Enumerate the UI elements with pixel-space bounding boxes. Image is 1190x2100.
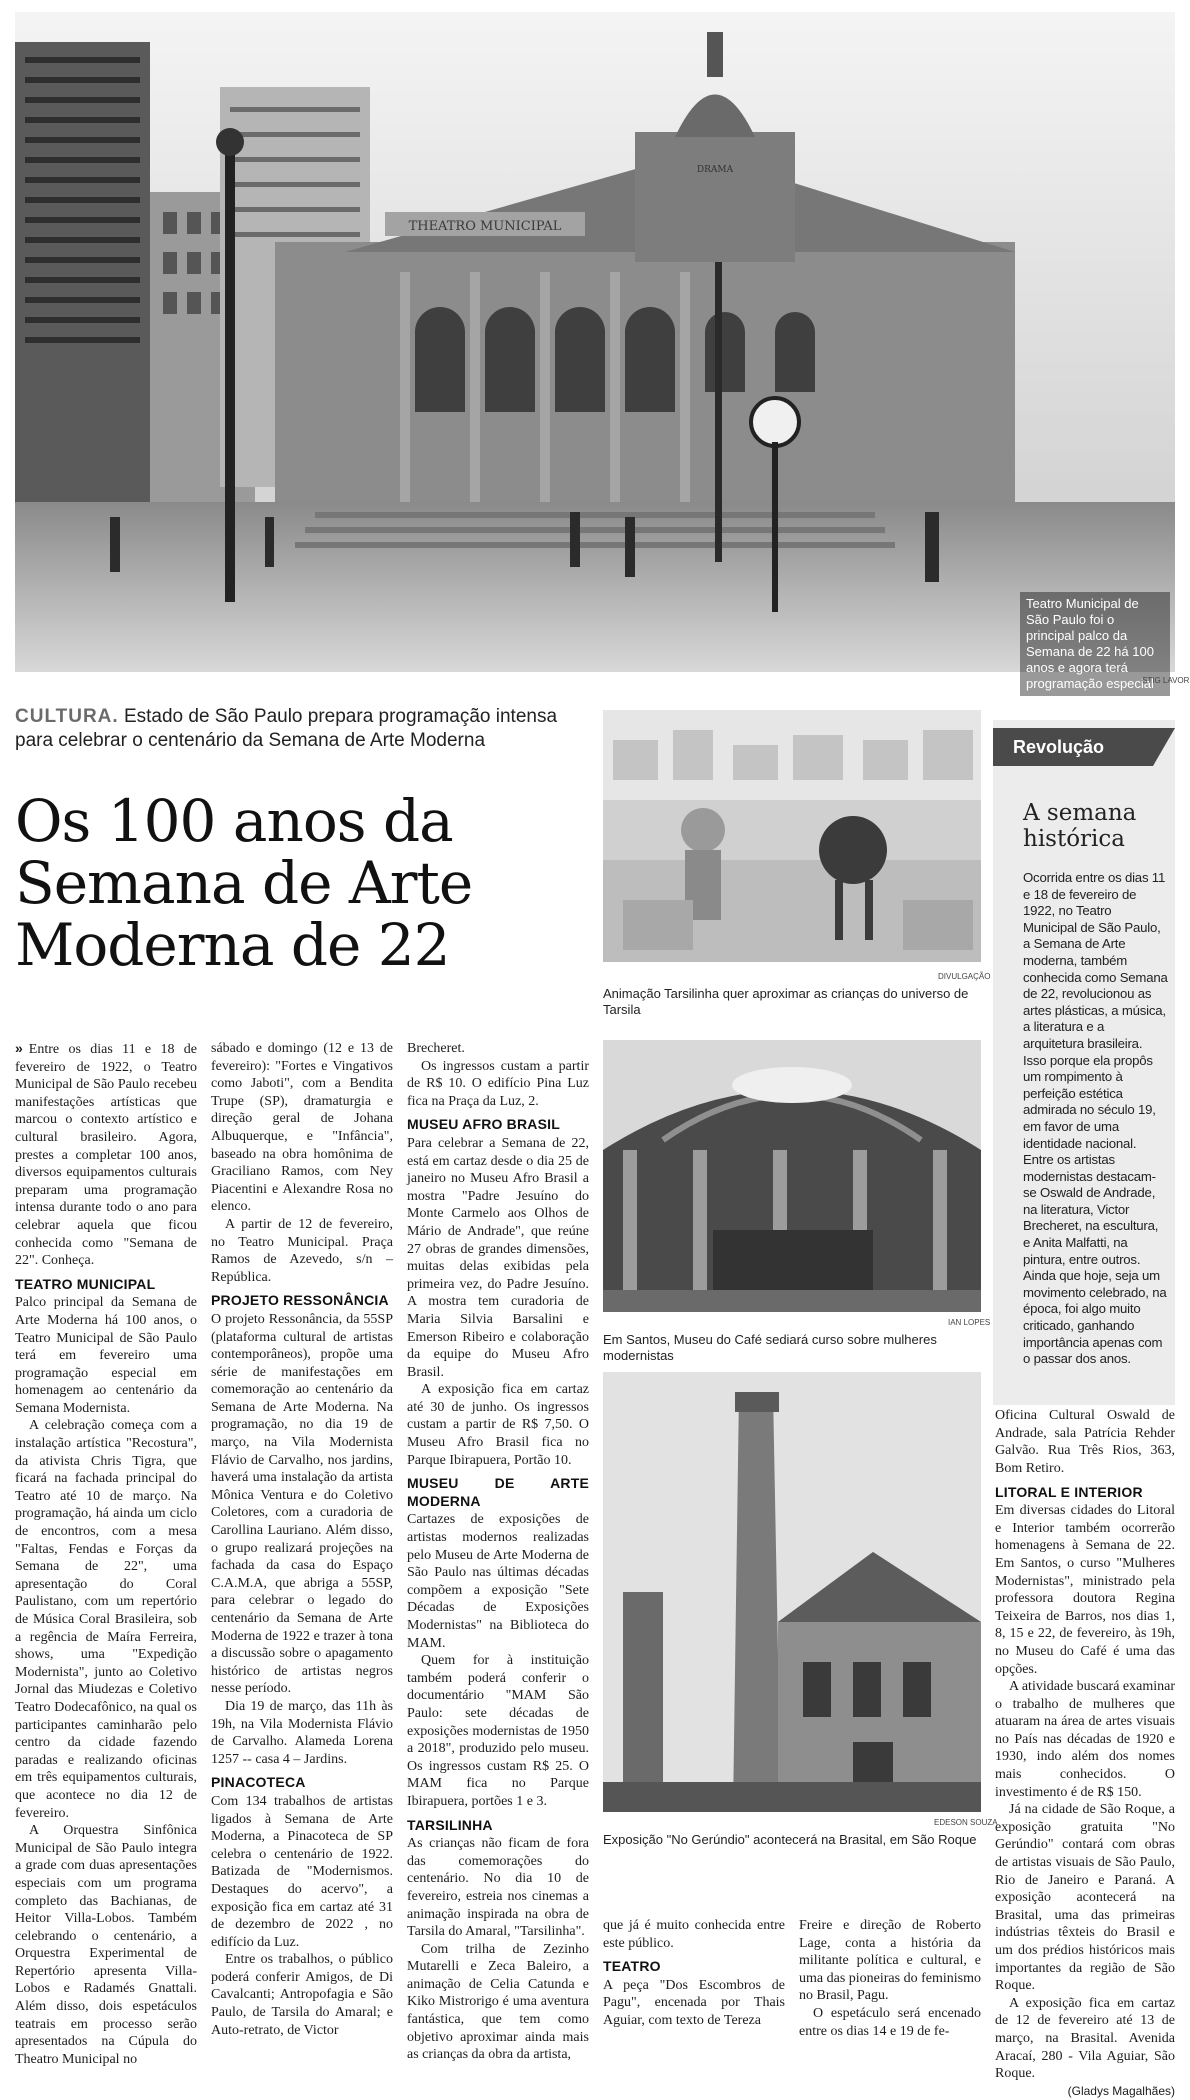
brasital-caption: Exposição "No Gerúndio" acontecerá na Brasital, em São Roque: [603, 1832, 977, 1847]
sidebar-paragraph: Entre os artistas modernistas destacam-se Oswald de Andrade, na literatura, Victor Brecheret, na escultura, e Anita Malfatti, na pintura, entre outros. Ainda que hoje, seja um movimento celebrado, na época, foi algo muito criticado, ganhando importância apenas com o passar dos anos.: [1023, 1152, 1167, 1367]
article-column-5: [799, 1917, 981, 2040]
article-paragraph: Entre os trabalhos, o público poderá conferir Amigos, de Di Cavalcanti; Antropofagia e São Paulo, de Tarsila do Amaral; e Auto-retrato, de Victor: [211, 1952, 393, 2038]
tarsilinha-caption: Animação Tarsilinha quer aproximar as crianças do universo de Tarsila: [603, 986, 969, 1017]
lead-text: Entre os dias 11 e 18 de fevereiro de 1922, o Teatro Municipal de São Paulo recebeu manifestações artísticas que marcou o contexto artístico e cultural brasileiro. Agora, prestes a completar 100 anos, diversos equipamentos culturais preparam uma programação intensa durante todo o ano para celebrar aquela que ficou conhecida como "Semana de 22". Conheça.: [15, 1042, 197, 1269]
article-subheading: PROJETO RESSONÂNCIA: [211, 1292, 389, 1309]
sidebar-paragraph: Ocorrida entre os dias 11 e 18 de fevereiro de 1922, no Teatro Municipal de São Paulo, a Semana de Arte moderna, também conhecida como Semana de 22, revolucionou as artes plásticas, a música, a literatura e a arquitetura brasileira. Isso porque ela propôs um rompimento à perfeição estética admirada no século 19, em favor de uma identidade nacional.: [1023, 870, 1168, 1151]
article-paragraph: [15, 1040, 197, 1270]
article-subheading: LITORAL E INTERIOR: [995, 1483, 1143, 1500]
sidebar-title: A semana histórica: [1023, 800, 1137, 852]
article-paragraph: Brecheret.: [407, 1041, 465, 1056]
tarsilinha-photo: [603, 710, 981, 962]
article-column-4: [603, 1917, 785, 2030]
article-paragraph: A Orquestra Sinfônica Municipal de São Paulo integra a grade com duas apresentações especiais com um programa completo das Bachianas, de Heitor Villa-Lobos. Também celebrando o centenário, a Orquestra Experimental de Repertório apresenta Villa-Lobos e Radamés Gnattali. Além disso, dois espetáculos teatrais em processo serão apresentados na Cúpula do Theatro Municipal no: [15, 1823, 197, 2067]
theatro-municipal-illustration: [15, 12, 1175, 672]
article-subheading: TEATRO: [603, 1958, 661, 1975]
article-paragraph: A exposição fica em cartaz até 30 de junho. Os ingressos custam a partir de R$ 7,50. O Museu Afro Brasil fica no Parque Ibirapuera, Portão 10.: [407, 1382, 589, 1468]
article-paragraph: Freire e direção de Roberto Lage, conta a história da militante política e cultural, e uma das pioneiras do feminismo no Brasil, Pagu.: [799, 1918, 981, 2004]
article-paragraph: A peça "Dos Escombros de Pagu", encenada por Thais Aguiar, com texto de Tereza: [603, 1977, 785, 2028]
tarsilinha-illustration: [603, 710, 981, 962]
sidebar-tag: Revolução: [993, 728, 1153, 766]
article-paragraph: sábado e domingo (12 e 13 de fevereiro): "Fortes e Vingativos como Jaboti", com a Benditа Trupe (SP), dramaturgia e direção geral de Johana Albuquerque, e "Infância", baseado na obra homônima de Graciliano Ramos, com Ney Piacentini e Alexandre Rosa no elenco.: [211, 1041, 393, 1215]
article-column-1: [15, 1040, 197, 2068]
sidebar-text: [1023, 870, 1168, 1368]
article-subheading: TARSILINHA: [407, 1816, 493, 1833]
article-column-2: [211, 1040, 393, 2039]
article-paragraph: O projeto Ressonância, da 55SP (plataforma cultural de artistas contemporâneos), propõe uma série de manifestações em comemoração ao centenário da Semana de Arte Moderna. Na programação, no dia 19 de março, na Vila Modernista Flávio de Carvalho, nos jardins, haverá uma instalação da artista Mônica Ventura e do Coletivo Coletores, com a curadoria de Carollina Lauriano. Além disso, o grupo realizará projeções na fachada da casa do Espaço C.A.M.A, que abriga a 55SP, para celebrar o legado do centenário da Semana de Arte Moderna de 1922 e trazer à tona a discussão sobre o apagamento histórico de artistas negros nesse período.: [211, 1311, 393, 1697]
kicker-text: Estado de São Paulo prepara programação intensa para celebrar o centenário da Semana de Arte Moderna: [15, 706, 558, 751]
section-label: CULTURA.: [15, 706, 119, 727]
article-subheading: TEATRO MUNICIPAL: [15, 1275, 156, 1292]
article-paragraph: O espetáculo será encenado entre os dias 14 e 19 de fe-: [799, 2005, 981, 2039]
brasital-credit: EDESON SOUZA: [934, 1818, 998, 1827]
article-paragraph: A celebração começa com a instalação artística "Recostura", da ativista Chris Tigra, que ficará na fachada principal do Teatro até 10 de março. Na programação, há ainda um ciclo de encontros, com a mesa "Faltas, Fendas e Forças da Semana de 22", uma apresentação do Coral Paulistano, com um repertório de Música Coral Brasileira, sob a regência de Maíra Ferreira, shows, uma "Expedição Modernista", junto ao Coletivo Jornal das Miudezas e Coletivo Teatro Dodecafônico, na qual os participantes caminharão pelo centro da cidade fazendo paradas e realizando oficinas em três equipamentos culturais, que acontece no dia 12 de fevereiro.: [15, 1418, 197, 1821]
article-paragraph: Em diversas cidades do Litoral e Interior também ocorrerão homenagens à Semana de 22. Em Santos, o curso "Mulheres Modernistas", ministrado pela professora doutora Regina Teixeira de Barros, nos dias 1, 8, 15 e 22, de fevereiro, às 19h, no Museu do Café é uma das opções.: [995, 1503, 1175, 1677]
article-paragraph: Oficina Cultural Oswald de Andrade, sala Patrícia Rehder Galvão. Rua Três Rios, 363, Bom Retiro.: [995, 1408, 1175, 1476]
article-subheading: MUSEU DE ARTE MODERNA: [407, 1475, 589, 1509]
article-paragraph: Já na cidade de São Roque, a exposição gratuita "No Gerúndio" contará com obras de artistas visuais de São Paulo, Rio de Janeiro e Paraná. A exposição acontecerá na Brasital, uma das primeiras indústrias têxteis do Brasil e um dos prédios históricos mais importantes da região de São Roque.: [995, 1802, 1175, 1994]
article-paragraph: A atividade buscará examinar o trabalho de mulheres que atuaram na área de artes visuais no País nas décadas de 1920 e 1930, indo além dos nomes mais conhecidos. O investimento é de R$ 150.: [995, 1679, 1175, 1800]
article-paragraph: Quem for à instituição também poderá conferir o documentário "MAM São Paulo: sete décadas de exposições modernistas de 1950 a 2018", produzido pelo museu. Os ingressos custam R$ 25. O MAM fica no Parque Ibirapuera, portões 1 e 3.: [407, 1653, 589, 1809]
museu-cafe-illustration: [603, 1040, 981, 1312]
brasital-illustration: [603, 1372, 981, 1812]
article-paragraph: Os ingressos custam a partir de R$ 10. O edifício Pina Luz fica na Praça da Luz, 2.: [407, 1058, 589, 1109]
article-column-3: [407, 1040, 589, 2064]
hero-caption: Teatro Municipal de São Paulo foi o principal palco da Semana de 22 há 100 anos e agora terá programação especial: [1020, 592, 1170, 696]
article-paragraph: Dia 19 de março, das 11h às 19h, na Vila Modernista Flávio de Carvalho. Alameda Lorena 1257 -- casa 4 – Jardins.: [211, 1698, 393, 1767]
article-subheading: MUSEU AFRO BRASIL: [407, 1116, 560, 1133]
tarsilinha-credit: DIVULGAÇÃO: [938, 972, 991, 981]
article-paragraph: Para celebrar a Semana de 22, está em cartaz desde o dia 25 de janeiro no Museu Afro Brasil a mostra "Padre Jesuíno do Monte Carmelo aos Olhos de Mário de Andrade", que reúne 27 obras de grandes dimensões, muitas delas exibidas pela primeira vez, do Padre Jesuíno. A mostra tem curadoria de Maria Silvia Barsalini e Emerson Ribeiro e colaboração da equipe do Museu Afro Brasil.: [407, 1135, 589, 1380]
museu-cafe-photo: [603, 1040, 981, 1312]
article-paragraph: Com 134 trabalhos de artistas ligados à Semana de Arte Moderna, a Pinacoteca de SP celebra o centenário de 1922. Batizada de "Modernismos. Destaques do acervo", a exposição fica em cartaz até 31 de dezembro de 2022 , no edifício da Luz.: [211, 1793, 393, 1950]
brasital-photo: [603, 1372, 981, 1812]
article-paragraph: Cartazes de exposições de artistas modernos realizadas pelo Museu de Arte Moderna de São Paulo nas últimas décadas compõem a exposição "Sete Décadas de Exposições Modernistas" na Biblioteca do MAM.: [407, 1512, 589, 1651]
museu-cafe-caption: Em Santos, Museu do Café sediará curso sobre mulheres modernistas: [603, 1332, 937, 1363]
article-column-6: [995, 1372, 1175, 2100]
lead-marker-icon: »: [15, 1040, 23, 1056]
headline: Os 100 anos da Semana de Arte Moderna de 22: [15, 787, 473, 979]
article-subheading: PINACOTECA: [211, 1774, 306, 1791]
sidebar-box: [993, 720, 1175, 1405]
article-paragraph: que já é muito conhecida entre este público.: [603, 1918, 785, 1951]
signature-line: [995, 2083, 1175, 2100]
pediment-text: DRAMA: [696, 165, 734, 175]
author-signature: (Gladys Magalhães): [1067, 2083, 1175, 2098]
article-paragraph: Palco principal da Semana de Arte Moderna há 100 anos, o Teatro Municipal de São Paulo terá em fevereiro uma programação especial em homenagem ao centenário da Semana Modernista.: [15, 1295, 197, 1416]
article-paragraph: Com trilha de Zezinho Mutarelli e Zeca Baleiro, a animação de Celia Catunda e Kiko Mistrorigo é uma aventura fantástica, que tem como objetivo aproximar ainda mais as crianças da obra da artista,: [407, 1941, 589, 2063]
article-paragraph: A partir de 12 de fevereiro, no Teatro Municipal. Praça Ramos de Azevedo, s/n – República.: [211, 1216, 393, 1285]
museu-cafe-credit: IAN LOPES: [948, 1318, 991, 1327]
article-paragraph: A exposição fica em cartaz de 12 de fevereiro até 13 de março, na Brasital. Avenida Aracaí, 280 - Vila Aguiar, São Roque.: [995, 1995, 1175, 2082]
hero-photo-credit: STIG LAVOR: [1142, 676, 1190, 685]
kicker: [15, 705, 590, 753]
article-paragraph: As crianças não ficam de fora das comemorações do centenário. No dia 10 de fevereiro, estreia nos cinemas a animação inspirada na obra de Tarsila do Amaral, "Tarsilinha".: [407, 1836, 589, 1940]
facade-sign: THEATRO MUNICIPAL: [408, 219, 562, 234]
